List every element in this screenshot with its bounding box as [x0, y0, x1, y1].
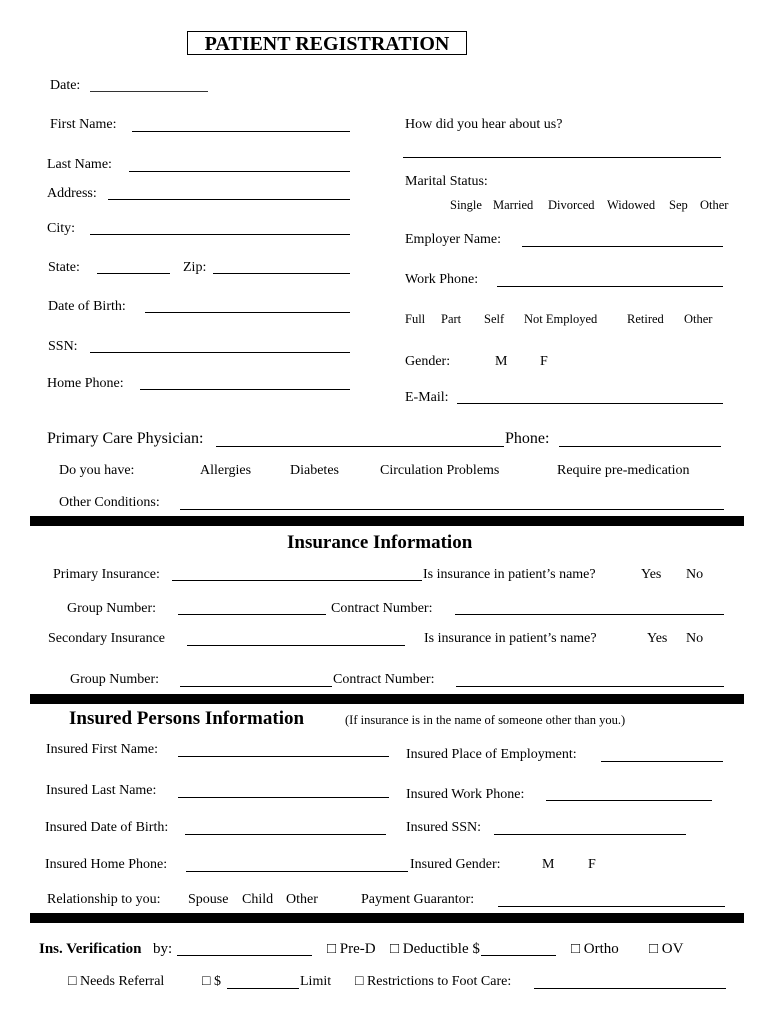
- state-field[interactable]: [97, 273, 170, 274]
- date-label: Date:: [50, 78, 81, 93]
- restrictions-field[interactable]: [534, 988, 726, 989]
- employment-option-full[interactable]: Full: [405, 312, 426, 326]
- needs-referral-checkbox[interactable]: □ Needs Referral: [68, 974, 165, 989]
- insured-work-phone-label: Insured Work Phone:: [406, 787, 525, 802]
- relationship-option-child[interactable]: Child: [242, 892, 274, 907]
- secondary-contract-number-field[interactable]: [456, 686, 724, 687]
- city-field[interactable]: [90, 234, 350, 235]
- section-divider: [30, 694, 744, 704]
- home-phone-label: Home Phone:: [47, 376, 124, 391]
- deductible-amount-field[interactable]: [481, 955, 556, 956]
- insured-home-phone-field[interactable]: [186, 871, 408, 872]
- ov-checkbox[interactable]: □ OV: [649, 941, 684, 957]
- city-label: City:: [47, 221, 76, 236]
- ins-verification-label: Ins. Verification: [39, 941, 142, 957]
- do-you-have-label: Do you have:: [59, 463, 135, 478]
- secondary-yes-option[interactable]: Yes: [647, 631, 668, 646]
- physician-phone-label: Phone:: [505, 430, 550, 447]
- email-label: E-Mail:: [405, 390, 449, 405]
- hear-about-label: How did you hear about us?: [405, 117, 563, 132]
- limit-amount-field[interactable]: [227, 988, 299, 989]
- verification-by-label: by:: [153, 941, 173, 957]
- first-name-label: First Name:: [50, 117, 117, 132]
- physician-field[interactable]: [216, 446, 504, 447]
- condition-circulation[interactable]: Circulation Problems: [380, 463, 500, 478]
- secondary-contract-number-label: Contract Number:: [333, 672, 435, 687]
- condition-allergies[interactable]: Allergies: [200, 463, 252, 478]
- email-field[interactable]: [457, 403, 723, 404]
- primary-group-number-label: Group Number:: [67, 601, 157, 616]
- employment-option-part[interactable]: Part: [441, 312, 462, 326]
- hear-about-field[interactable]: [403, 157, 721, 158]
- marital-option-sep[interactable]: Sep: [669, 198, 688, 212]
- last-name-label: Last Name:: [47, 157, 112, 172]
- physician-label: Primary Care Physician:: [47, 430, 204, 447]
- ssn-label: SSN:: [48, 339, 78, 354]
- employment-option-other[interactable]: Other: [684, 312, 713, 326]
- primary-contract-number-label: Contract Number:: [331, 601, 433, 616]
- insured-gender-option-f[interactable]: F: [588, 857, 596, 872]
- insured-heading: Insured Persons Information: [69, 708, 305, 729]
- home-phone-field[interactable]: [140, 389, 350, 390]
- condition-pre-medication[interactable]: Require pre-medication: [557, 463, 690, 478]
- marital-option-widowed[interactable]: Widowed: [607, 198, 656, 212]
- employment-option-retired[interactable]: Retired: [627, 312, 664, 326]
- insured-dob-field[interactable]: [185, 834, 386, 835]
- work-phone-field[interactable]: [497, 286, 723, 287]
- section-divider: [30, 913, 744, 923]
- employment-option-self[interactable]: Self: [484, 312, 505, 326]
- insured-gender-option-m[interactable]: M: [542, 857, 555, 872]
- payment-guarantor-field[interactable]: [498, 906, 725, 907]
- relationship-label: Relationship to you:: [47, 892, 161, 907]
- insured-note: (If insurance is in the name of someone other than you.): [345, 713, 626, 727]
- address-label: Address:: [47, 186, 97, 201]
- condition-diabetes[interactable]: Diabetes: [290, 463, 339, 478]
- secondary-group-number-label: Group Number:: [70, 672, 160, 687]
- insured-ssn-field[interactable]: [494, 834, 686, 835]
- limit-label: Limit: [300, 974, 332, 989]
- primary-group-number-field[interactable]: [178, 614, 326, 615]
- insured-home-phone-label: Insured Home Phone:: [45, 857, 168, 872]
- marital-option-other[interactable]: Other: [700, 198, 729, 212]
- date-field[interactable]: [90, 91, 208, 92]
- insured-last-name-field[interactable]: [178, 797, 389, 798]
- payment-guarantor-label: Payment Guarantor:: [361, 892, 475, 907]
- dob-label: Date of Birth:: [48, 299, 126, 314]
- state-label: State:: [48, 260, 80, 275]
- secondary-group-number-field[interactable]: [180, 686, 332, 687]
- employer-name-field[interactable]: [522, 246, 723, 247]
- marital-option-married[interactable]: Married: [493, 198, 534, 212]
- primary-yes-option[interactable]: Yes: [641, 567, 662, 582]
- primary-no-option[interactable]: No: [686, 567, 704, 582]
- restrictions-checkbox[interactable]: □ Restrictions to Foot Care:: [355, 974, 512, 989]
- last-name-field[interactable]: [129, 171, 350, 172]
- primary-insurance-label: Primary Insurance:: [53, 567, 160, 582]
- dob-field[interactable]: [145, 312, 350, 313]
- work-phone-label: Work Phone:: [405, 272, 479, 287]
- insured-last-name-label: Insured Last Name:: [46, 783, 157, 798]
- first-name-field[interactable]: [132, 131, 350, 132]
- ssn-field[interactable]: [90, 352, 350, 353]
- limit-checkbox[interactable]: □ $: [202, 974, 221, 989]
- secondary-patient-name-question: Is insurance in patient’s name?: [424, 631, 597, 646]
- address-field[interactable]: [108, 199, 350, 200]
- insured-employment-label: Insured Place of Employment:: [406, 747, 577, 762]
- section-divider: [30, 516, 744, 526]
- secondary-no-option[interactable]: No: [686, 631, 704, 646]
- marital-option-divorced[interactable]: Divorced: [548, 198, 595, 212]
- relationship-option-spouse[interactable]: Spouse: [188, 892, 229, 907]
- physician-phone-field[interactable]: [559, 446, 721, 447]
- deductible-checkbox[interactable]: □ Deductible $: [390, 941, 480, 957]
- zip-field[interactable]: [213, 273, 350, 274]
- marital-option-single[interactable]: Single: [450, 198, 482, 212]
- insured-employment-field[interactable]: [601, 761, 723, 762]
- primary-contract-number-field[interactable]: [455, 614, 724, 615]
- gender-option-m[interactable]: M: [495, 354, 508, 369]
- relationship-option-other[interactable]: Other: [286, 892, 318, 907]
- insured-dob-label: Insured Date of Birth:: [45, 820, 169, 835]
- insurance-heading: Insurance Information: [287, 532, 473, 553]
- gender-option-f[interactable]: F: [540, 354, 548, 369]
- insured-gender-label: Insured Gender:: [410, 857, 501, 872]
- page-title: PATIENT REGISTRATION: [187, 31, 467, 55]
- employment-option-not-employed[interactable]: Not Employed: [524, 312, 598, 326]
- pre-d-checkbox[interactable]: □ Pre-D: [327, 941, 376, 957]
- insured-first-name-label: Insured First Name:: [46, 742, 158, 757]
- verification-by-field[interactable]: [177, 955, 312, 956]
- other-conditions-label: Other Conditions:: [59, 495, 160, 510]
- gender-label: Gender:: [405, 354, 451, 369]
- marital-status-label: Marital Status:: [405, 174, 488, 189]
- insured-ssn-label: Insured SSN:: [406, 820, 482, 835]
- insured-work-phone-field[interactable]: [546, 800, 712, 801]
- secondary-insurance-label: Secondary Insurance: [48, 631, 166, 646]
- zip-label: Zip:: [183, 260, 207, 275]
- primary-insurance-field[interactable]: [172, 580, 422, 581]
- other-conditions-field[interactable]: [180, 509, 724, 510]
- insured-first-name-field[interactable]: [178, 756, 389, 757]
- ortho-checkbox[interactable]: □ Ortho: [571, 941, 619, 957]
- primary-patient-name-question: Is insurance in patient’s name?: [423, 567, 596, 582]
- employer-name-label: Employer Name:: [405, 232, 502, 247]
- secondary-insurance-field[interactable]: [187, 645, 405, 646]
